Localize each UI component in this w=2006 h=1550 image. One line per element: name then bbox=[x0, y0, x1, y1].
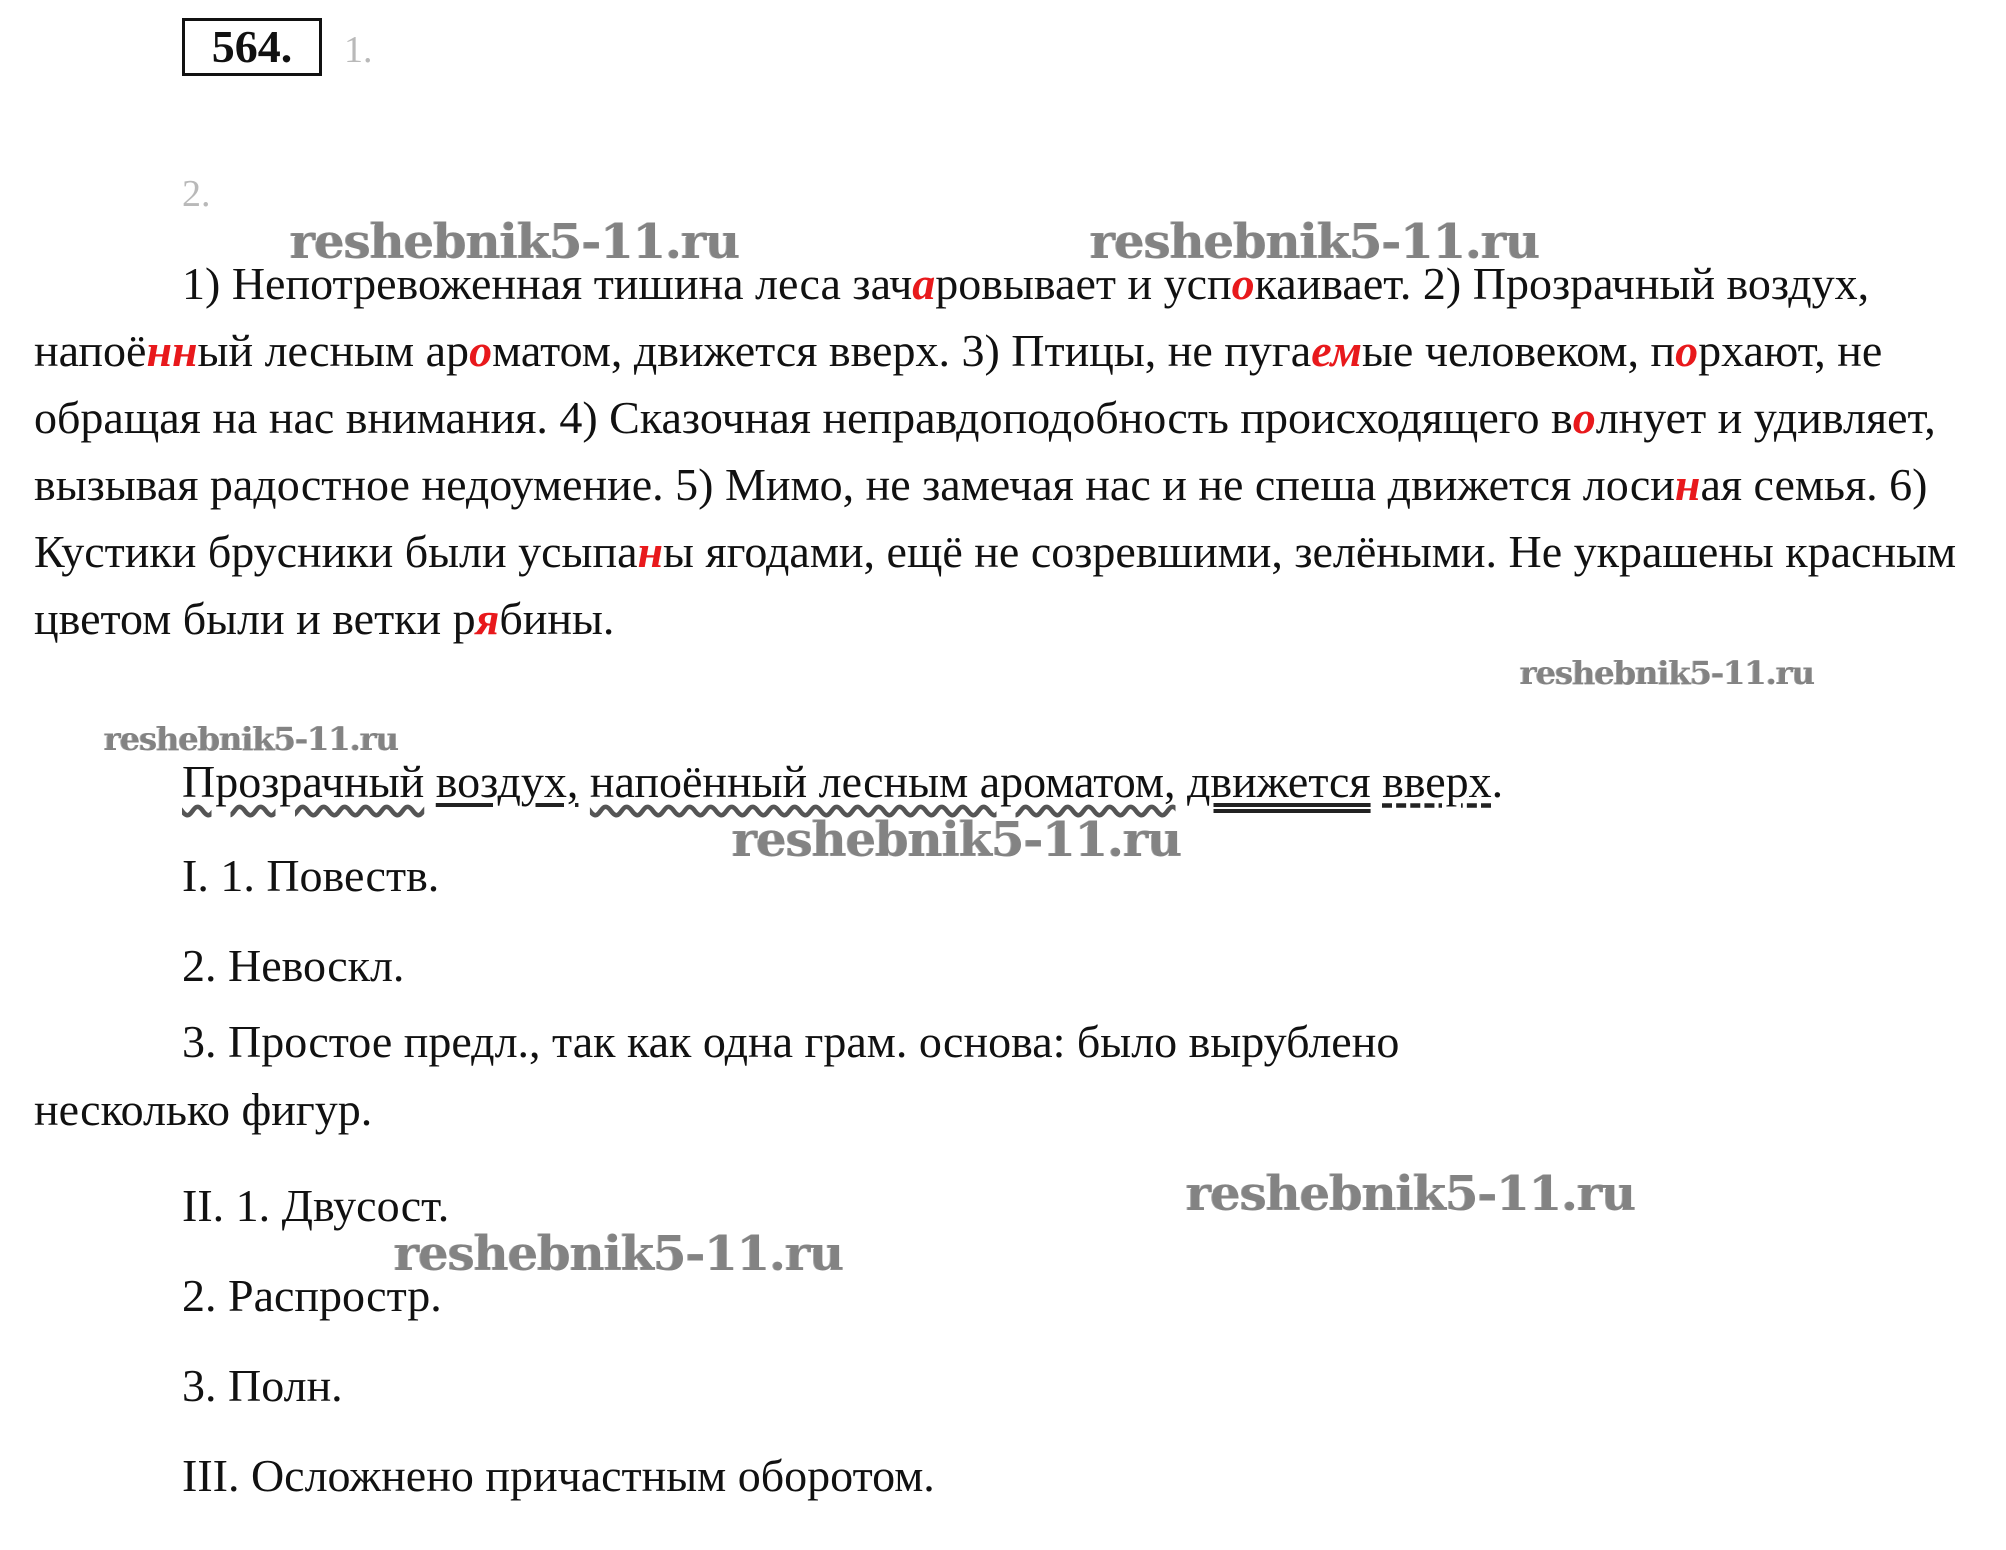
text-fragment: бины. bbox=[499, 593, 615, 644]
adverbial-word: вверх bbox=[1382, 756, 1492, 807]
inserted-letter: ем bbox=[1311, 325, 1362, 376]
inserted-letter: н bbox=[1674, 459, 1701, 510]
inserted-letter: а bbox=[912, 258, 936, 309]
watermark: reshebnik5-11.ru bbox=[1520, 654, 1815, 692]
analysis-ii-2: 2. Распростр. bbox=[182, 1270, 442, 1321]
text-fragment: ые человеком, п bbox=[1362, 325, 1676, 376]
analysis-ii-3: 3. Полн. bbox=[182, 1360, 343, 1411]
analysis-ii-1: II. 1. Двусост. bbox=[182, 1180, 450, 1231]
predicate-word: движется bbox=[1187, 756, 1371, 807]
exercise-text bbox=[34, 250, 1994, 652]
text-fragment: ая семья. 6) Кустики брусники были усыпа bbox=[34, 459, 1928, 577]
text-fragment: матом, движется вверх. 3) Птицы, не пуга bbox=[492, 325, 1312, 376]
watermark: reshebnik5-11.ru bbox=[290, 214, 740, 270]
watermark: reshebnik5-11.ru bbox=[394, 1226, 844, 1282]
text-fragment: ровывает и усп bbox=[935, 258, 1232, 309]
watermark: reshebnik5-11.ru bbox=[104, 720, 399, 758]
inserted-letter: о bbox=[1675, 325, 1699, 376]
sentence-period: . bbox=[1491, 756, 1504, 807]
inserted-letter: о bbox=[469, 325, 493, 376]
analysis-i-2: 2. Невоскл. bbox=[182, 940, 405, 991]
inserted-letter: н bbox=[637, 526, 664, 577]
text-fragment: рхают, не обращая на нас внимания. 4) Сказочная неправдоподобность происходящего в bbox=[34, 325, 1883, 443]
analysis-i-3: 3. Простое предл., так как одна грам. основа: было вырублено bbox=[182, 1016, 1400, 1067]
text-fragment: каивает. 2) Прозрачный воздух, напоё bbox=[34, 258, 1870, 376]
inserted-letter: о bbox=[1572, 392, 1596, 443]
exercise-number: 564. bbox=[182, 18, 322, 76]
definition-word: Прозрачный bbox=[182, 756, 425, 807]
text-fragment: лнует и удивляет, вызывая радостное недоумение. 5) Мимо, не замечая нас и не спеша движется лоси bbox=[34, 392, 1936, 510]
inserted-letter: я bbox=[475, 593, 500, 644]
participial-phrase: напоённый лесным ароматом, bbox=[589, 756, 1176, 807]
inserted-letter: о bbox=[1231, 258, 1255, 309]
task-item-1: 1. bbox=[344, 29, 373, 71]
text-fragment: 1) Непотревоженная тишина леса зач bbox=[182, 258, 913, 309]
inserted-letter: нн bbox=[146, 325, 198, 376]
text-fragment: ы ягодами, ещё не созревшими, зелёными. Не украшены красным цветом были и ветки р bbox=[34, 526, 1957, 644]
analysis-i-1: I. 1. Повеств. bbox=[182, 850, 440, 901]
task-item-2: 2. bbox=[182, 173, 211, 215]
watermark: reshebnik5-11.ru bbox=[1090, 214, 1540, 270]
watermark: reshebnik5-11.ru bbox=[732, 812, 1182, 868]
analysis-i-3-continued: несколько фигур. bbox=[34, 1084, 373, 1135]
subject-word: воздух, bbox=[435, 756, 579, 807]
parsed-sentence bbox=[182, 752, 1503, 812]
text-fragment: ый лесным ар bbox=[197, 325, 470, 376]
watermark: reshebnik5-11.ru bbox=[1186, 1166, 1636, 1222]
analysis-iii: III. Осложнено причастным оборотом. bbox=[182, 1450, 935, 1501]
